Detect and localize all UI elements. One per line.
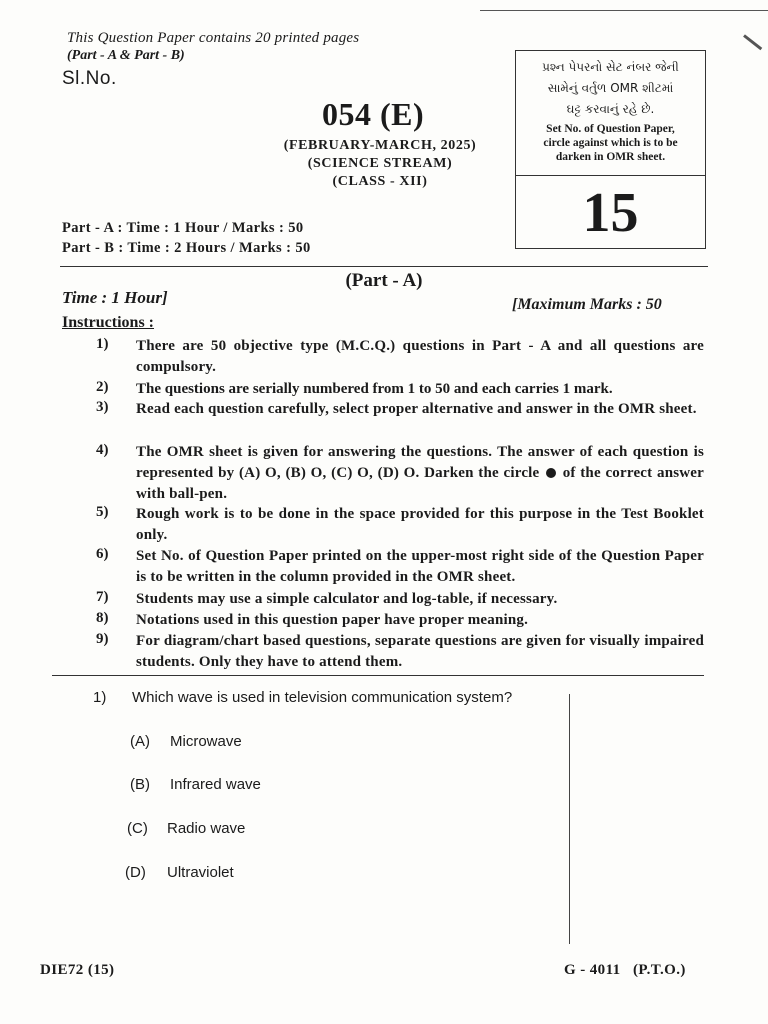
parts-note: (Part - A & Part - B) [67, 48, 185, 63]
footer-code: DIE72 (15) [40, 962, 115, 978]
filled-circle-icon [546, 468, 556, 478]
set-instruction-english: Set No. of Question Paper, circle against which is to be darken in OMR sheet. [543, 123, 678, 163]
time-label: Time : 1 Hour] [62, 288, 168, 307]
rough-work-divider [569, 694, 570, 944]
part-a-time-marks: Part - A : Time : 1 Hour / Marks : 50 [62, 220, 304, 236]
paper-code: 054 (E) [322, 96, 425, 132]
exam-class: (CLASS - XII) [332, 174, 428, 189]
instructions-divider [52, 675, 704, 676]
part-title: (Part - A) [345, 270, 423, 291]
exam-session: (FEBRUARY-MARCH, 2025) [283, 138, 477, 153]
instructions-heading: Instructions : [62, 314, 155, 331]
set-number-box [515, 50, 706, 249]
max-marks-label: [Maximum Marks : 50 [512, 296, 662, 313]
part-b-time-marks: Part - B : Time : 2 Hours / Marks : 50 [62, 240, 311, 256]
page-count-note: This Question Paper contains 20 printed pages [67, 30, 360, 46]
corner-mark [743, 34, 762, 50]
exam-stream: (SCIENCE STREAM) [307, 156, 453, 171]
top-rule [480, 10, 768, 11]
serial-number-label: Sl.No. [62, 68, 117, 89]
question-text: Which wave is used in television communication system? [132, 689, 513, 706]
question-number: 1) [93, 689, 107, 706]
set-instruction-gujarati: પ્રશ્ન પેપરનો સેટ નંબર જેની સામેનું વર્તુળ OMR શીટમાં ઘટ્ટ કરવાનું રહે છે. [542, 60, 679, 116]
footer-page-turn: G - 4011 (P.T.O.) [564, 962, 686, 978]
section-divider [60, 266, 708, 267]
set-number: 15 [582, 182, 639, 244]
set-instruction [516, 51, 705, 176]
